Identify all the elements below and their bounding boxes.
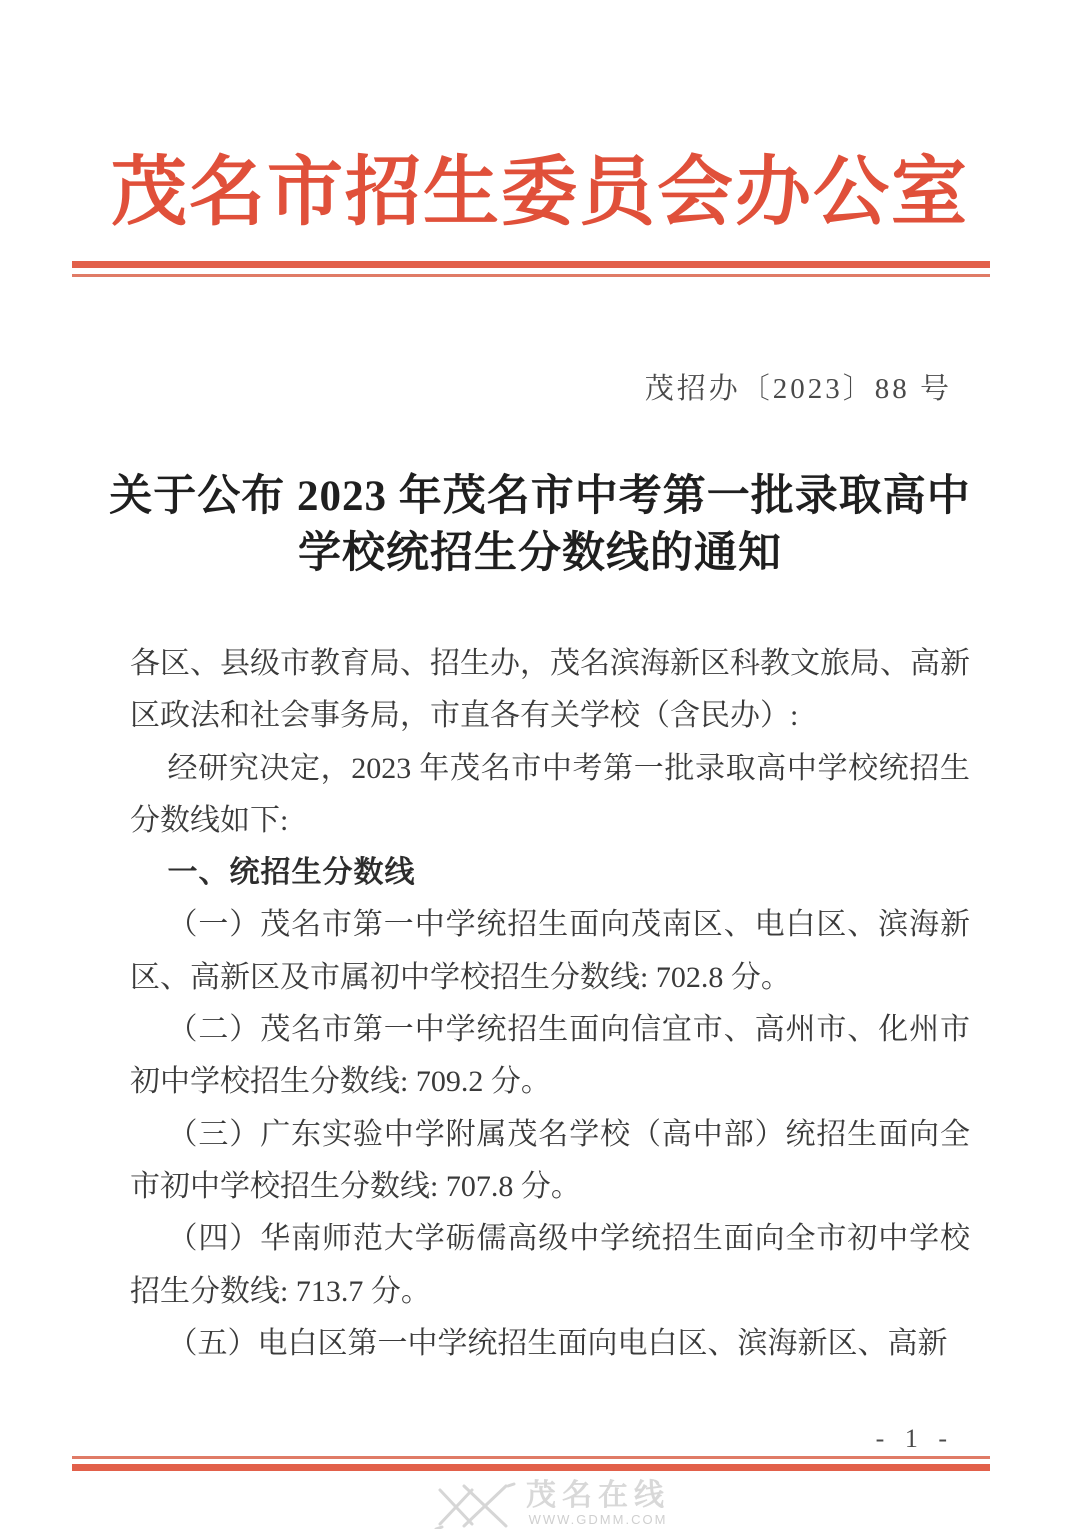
footer-rule-thick — [72, 1464, 990, 1471]
score-line-item-1: （一）茂名市第一中学统招生面向茂南区、电白区、滨海新区、高新区及市属初中学校招生分数线: 702.8 分。 — [130, 908, 970, 994]
score-line-item-3: （三）广东实验中学附属茂名学校（高中部）统招生面向全市初中学校招生分数线: 707.8 分。 — [130, 1117, 970, 1203]
intro-paragraph: 经研究决定，2023 年茂名市中考第一批录取高中学校统招生分数线如下: — [130, 751, 970, 837]
document-body — [130, 638, 970, 1370]
watermark-site-name: 茂名在线 — [526, 1479, 670, 1512]
score-line-item-4: （四）华南师范大学砺儒高级中学统招生面向全市初中学校招生分数线: 713.7 分。 — [130, 1222, 970, 1308]
letterhead-rule-thin — [72, 274, 990, 277]
letterhead-rule-thick — [72, 261, 990, 268]
score-line-item-2: （二）茂名市第一中学统招生面向信宜市、高州市、化州市初中学校招生分数线: 709.2 分。 — [130, 1013, 970, 1099]
watermark-text — [526, 1480, 670, 1527]
document-title — [0, 468, 1080, 582]
page-number: - 1 - — [875, 1424, 954, 1453]
footer-rule-thin — [72, 1456, 990, 1459]
document-title-line1: 关于公布 2023 年茂名市中考第一批录取高中 — [109, 473, 971, 520]
addressee-paragraph: 各区、县级市教育局、招生办，茂名滨海新区科教文旅局、高新区政法和社会事务局，市直各有关学校（含民办）: — [130, 647, 970, 733]
site-watermark — [434, 1480, 670, 1529]
maoming-online-logo-icon — [434, 1482, 518, 1529]
issuing-office-letterhead: 茂名市招生委员会办公室 — [111, 151, 969, 235]
document-number: 茂招办〔2023〕88 号 — [644, 373, 952, 405]
document-title-line2: 学校统招生分数线的通知 — [298, 530, 782, 577]
watermark-site-url: WWW.GDMM.COM — [528, 1512, 668, 1527]
score-line-item-5-truncated: （五）电白区第一中学统招生面向电白区、滨海新区、高新 — [167, 1326, 948, 1360]
section-heading-unified-admission-lines: 一、统招生分数线 — [167, 856, 416, 890]
